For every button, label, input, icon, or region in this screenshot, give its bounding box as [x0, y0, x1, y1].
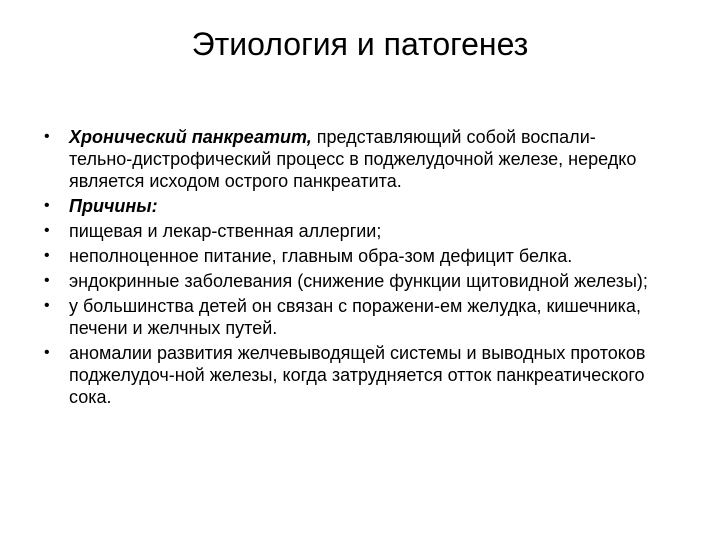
list-item [44, 342, 654, 408]
bullet-icon: • [44, 297, 50, 314]
bullet-list [44, 126, 654, 411]
bullet-icon: • [44, 344, 50, 361]
list-item-text: неполноценное питание, главным обра-зом дефицит белка. [69, 246, 573, 266]
list-item-text: эндокринные заболевания (снижение функции щитовидной железы); [69, 271, 648, 291]
list-item-text: аномалии развития желчевыводящей системы и выводных протоков поджелудоч-ной железы, когда затрудняется отток панкреатического сока. [69, 343, 646, 407]
bullet-icon: • [44, 197, 50, 214]
slide-title: Этиология и патогенез [191, 26, 529, 62]
list-item [44, 195, 654, 217]
list-item-text: у большинства детей он связан с поражени-ем желудка, кишечника, печени и желчных путей. [69, 296, 641, 338]
list-item-text: пищевая и лекар-ственная аллергии; [69, 221, 382, 241]
bullet-icon: • [44, 247, 50, 264]
list-item-text: представляющий собой воспали-тельно-дистрофический процесс в поджелудочной железе, нередко является исходом острого панкреатита. [69, 127, 637, 191]
list-item [44, 270, 654, 292]
list-item [44, 295, 654, 339]
bullet-icon: • [44, 272, 50, 289]
list-item [44, 126, 654, 192]
list-item [44, 220, 654, 242]
list-item [44, 245, 654, 267]
causes-heading: Причины: [69, 196, 158, 216]
term-emphasis: Хронический панкреатит, [69, 127, 312, 147]
bullet-icon: • [44, 222, 50, 239]
bullet-icon: • [44, 128, 50, 145]
